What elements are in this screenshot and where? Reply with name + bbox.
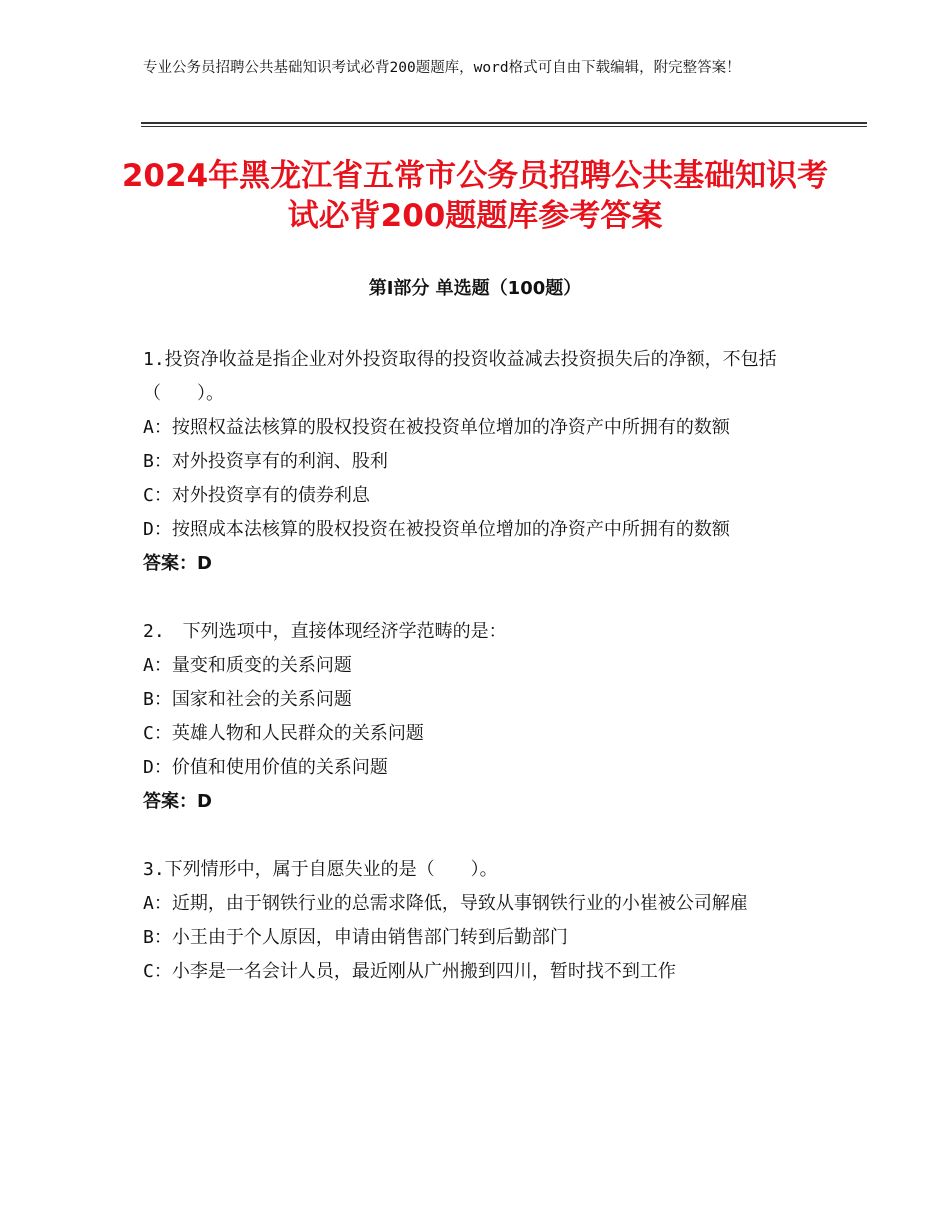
option-d: D：按照成本法核算的股权投资在被投资单位增加的净资产中所拥有的数额 bbox=[143, 519, 730, 540]
answer-label: 答案：D bbox=[143, 791, 212, 812]
option-a: A：按照权益法核算的股权投资在被投资单位增加的净资产中所拥有的数额 bbox=[143, 417, 730, 438]
question-1 bbox=[143, 343, 823, 581]
section-title: 第Ⅰ部分 单选题（100题） bbox=[368, 278, 582, 299]
answer-label: 答案：D bbox=[143, 553, 212, 574]
option-b: B：对外投资享有的利润、股利 bbox=[143, 451, 388, 472]
question-3 bbox=[143, 853, 823, 989]
question-stem: 3.下列情形中，属于自愿失业的是（ ）。 bbox=[143, 859, 498, 880]
option-c: C：英雄人物和人民群众的关系问题 bbox=[143, 723, 424, 744]
option-c: C：对外投资享有的债券利息 bbox=[143, 485, 370, 506]
header-note: 专业公务员招聘公共基础知识考试必背200题题库，word格式可自由下载编辑，附完整答案！ bbox=[143, 60, 741, 76]
question-list bbox=[143, 343, 823, 989]
header-divider-thick bbox=[141, 122, 867, 124]
option-b: B：小王由于个人原因，申请由销售部门转到后勤部门 bbox=[143, 927, 568, 948]
question-2 bbox=[143, 615, 823, 819]
question-stem: 1.投资净收益是指企业对外投资取得的投资收益减去投资损失后的净额，不包括（ ）。 bbox=[143, 349, 777, 404]
option-d: D：价值和使用价值的关系问题 bbox=[143, 757, 388, 778]
option-a: A：近期，由于钢铁行业的总需求降低，导致从事钢铁行业的小崔被公司解雇 bbox=[143, 893, 748, 914]
document-title: 2024年黑龙江省五常市公务员招聘公共基础知识考试必背200题题库参考答案 bbox=[121, 158, 829, 234]
question-stem: 2. 下列选项中，直接体现经济学范畴的是： bbox=[143, 621, 507, 642]
option-c: C：小李是一名会计人员，最近刚从广州搬到四川，暂时找不到工作 bbox=[143, 961, 676, 982]
header-divider-thin bbox=[141, 126, 867, 127]
option-b: B：国家和社会的关系问题 bbox=[143, 689, 352, 710]
option-a: A：量变和质变的关系问题 bbox=[143, 655, 352, 676]
